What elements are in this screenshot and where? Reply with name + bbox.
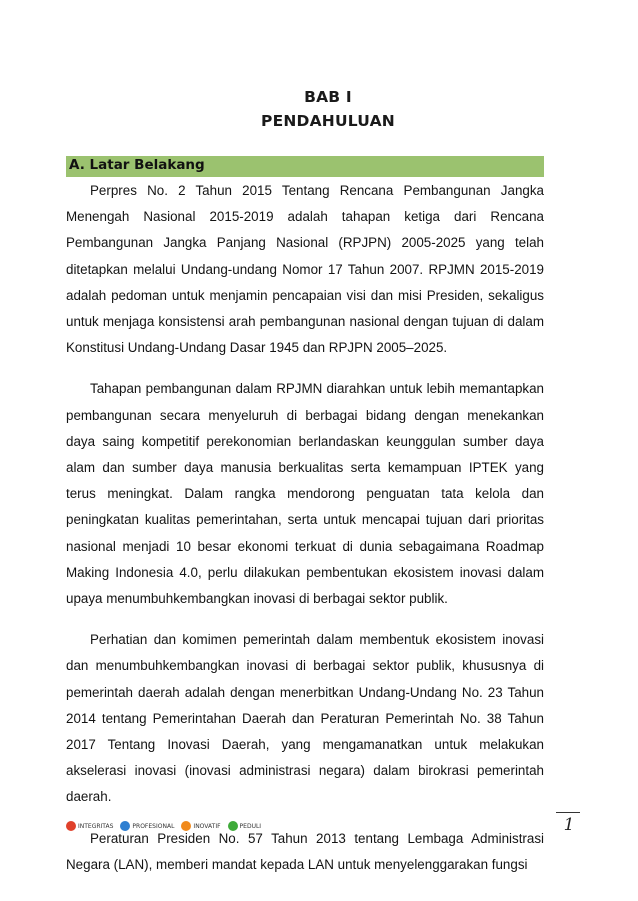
profesional-icon: [120, 821, 130, 831]
value-profesional: [120, 821, 174, 831]
page-number: 1: [563, 815, 575, 835]
inovatif-icon: [181, 821, 191, 831]
value-peduli: [228, 821, 262, 831]
peduli-icon: [228, 821, 238, 831]
value-inovatif: [181, 821, 220, 831]
section-heading: A. Latar Belakang: [69, 157, 205, 173]
value-integritas: [66, 821, 113, 831]
chapter-number: BAB I: [304, 88, 352, 106]
paragraph: Perhatian dan komimen pemerintah dalam membentuk ekosistem inovasi dan menumbuhkembangkan inovasi di berbagai sektor publik, khususnya di pemerintah daerah adalah dengan menerbitkan Undang-Undang No. 23 Tahun 2014 tentang Pemerintahan Daerah dan Peraturan Pemerintah No. 38 Tahun 2017 Tentang Inovasi Daerah, yang mengamanatkan untuk melakukan akselerasi inovasi (inovasi administrasi negara) dalam birokrasi pemerintah daerah.: [66, 632, 544, 805]
value-label: INTEGRITAS: [78, 822, 114, 830]
paragraph: Perpres No. 2 Tahun 2015 Tentang Rencana Pembangunan Jangka Menengah Nasional 2015-2019 adalah tahapan ketiga dari Rencana Pembangunan Jangka Panjang Nasional (RPJPN) 2005-2025 yang telah ditetapkan melalui Undang-undang Nomor 17 Tahun 2007. RPJMN 2015-2019 adalah pedoman untuk menjamin pencapaian visi dan misi Presiden, sekaligus untuk menjaga konsistensi arah pembangunan nasional dengan tujuan di dalam Konstitusi Undang-Undang Dasar 1945 dan RPJPN 2005–2025.: [66, 183, 544, 356]
value-label: INOVATIF: [193, 822, 221, 830]
value-label: PEDULI: [239, 822, 262, 830]
section-heading-bar: [66, 156, 544, 177]
paragraph: Tahapan pembangunan dalam RPJMN diarahkan untuk lebih memantapkan pembangunan secara menyeluruh di berbagai bidang dengan menekankan daya saing kompetitif perekonomian berlandaskan keunggulan sumber daya alam dan sumber daya manusia berkualitas serta kemampuan IPTEK yang terus meningkat. Dalam rangka mendorong penguatan tata kelola dan peningkatan kualitas pemerintahan, serta untuk mencapai tujuan dari prioritas nasional menjadi 10 besar ekonomi terkuat di dunia sebagaimana Roadmap Making Indonesia 4.0, perlu dilakukan pembentukan ekosistem inovasi dalam upaya menumbuhkembangkan inovasi di berbagai sektor publik.: [66, 381, 544, 607]
value-label: PROFESIONAL: [132, 822, 175, 830]
body-text: [66, 178, 544, 893]
paragraph: Peraturan Presiden No. 57 Tahun 2013 tentang Lembaga Administrasi Negara (LAN), memberi mandat kepada LAN untuk menyelenggarakan fungsi: [66, 830, 544, 872]
integritas-icon: [66, 821, 76, 831]
chapter-title: PENDAHULUAN: [261, 112, 395, 130]
page-number-rule: [556, 812, 580, 813]
core-values-footer: [66, 819, 265, 833]
